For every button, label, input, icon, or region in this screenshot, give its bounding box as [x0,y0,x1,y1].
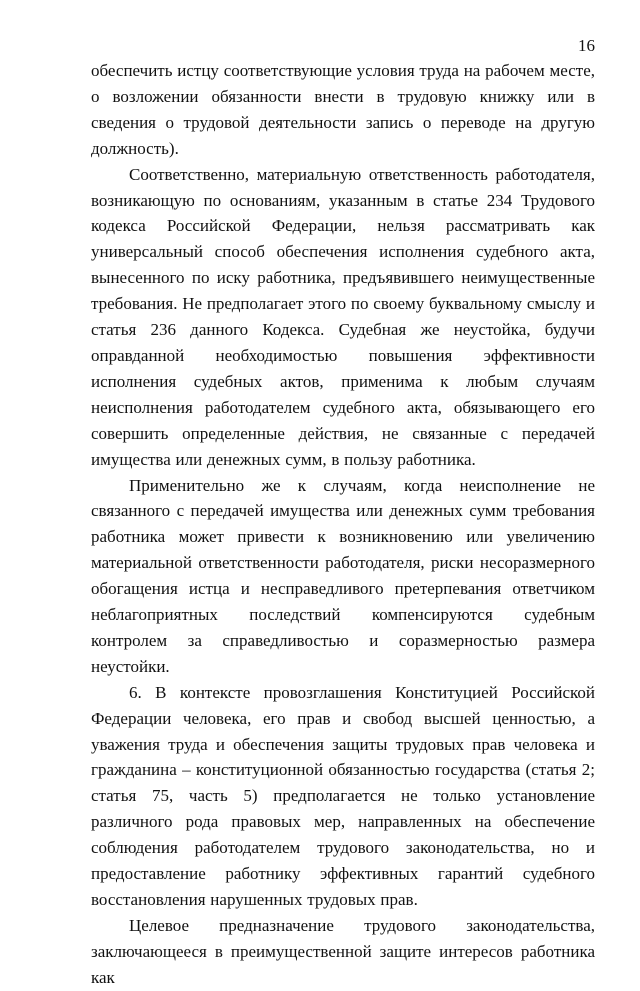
paragraph-3: Применительно же к случаям, когда неисполнение не связанного с передачей имущества или денежных сумм требования работника может привести к возникновению или увеличению материальной ответственности работодателя, риски несоразмерного обогащения истца и несправедливого претерпевания ответчиком неблагоприятных последствий компенсируются судебным контролем за справедливостью и соразмерностью размера неустойки. [91,475,595,676]
paragraph-2: Соответственно, материальную ответственность работодателя, возникающую по основаниям, указанным в статье 234 Трудового кодекса Российской Федерации, нельзя рассматривать как универсальный способ обеспечения исполнения судебного акта, вынесенного по иску работника, предъявившего неимущественные требования. Не предполагает этого по своему буквальному смыслу и статья 236 данного Кодекса. Судебная же неустойка, будучи оправданной необходимостью повышения эффективности исполнения судебных актов, применима к любым случаям неисполнения работодателем судебного акта, обязывающего его совершить определенные действия, не связанные с передачей имущества или денежных сумм, в пользу работника. [91,164,595,469]
paragraph-5: Целевое предназначение трудового законодательства, заключающееся в преимущественной защите интересов работника как [91,915,595,987]
page-number: 16 [578,36,595,55]
paragraph-1: обеспечить истцу соответствующие условия труда на рабочем месте, о возложении обязанности внести в трудовую книжку или в сведения о трудовой деятельности запись о переводе на другую должность). [91,61,595,158]
body-text [91,58,595,991]
paragraph-4: 6. В контексте провозглашения Конституцией Российской Федерации человека, его прав и свобод высшей ценностью, а уважения труда и обеспечения защиты трудовых прав человека и гражданина – конституционной обязанностью государства (статья 2; статья 75, часть 5) предполагается не только установление различного рода правовых мер, направленных на обеспечение соблюдения работодателем трудового законодательства, но и предоставление работнику эффективных гарантий судебного восстановления нарушенных трудовых прав. [91,682,595,909]
